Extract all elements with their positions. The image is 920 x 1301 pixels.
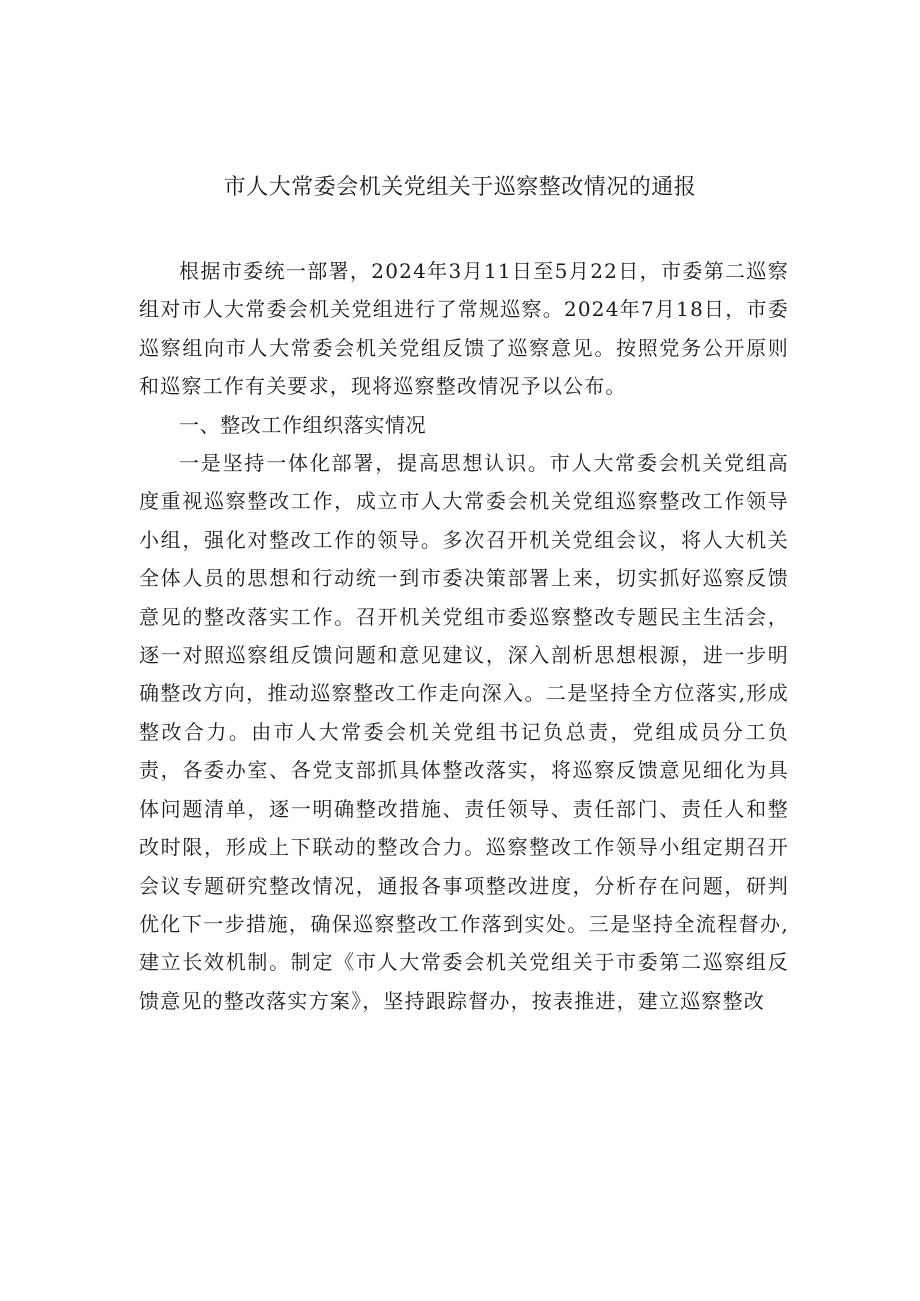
document-title: 市人大常委会机关党组关于巡察整改情况的通报 — [223, 175, 697, 200]
section-paragraph: 一是坚持一体化部署，提高思想认识。市人大常委会机关党组高度重视巡察整改工作，成立市人大常委会机关党组巡察整改工作领导小组，强化对整改工作的领导。多次召开机关党组会议，将人大机关全体人员的思想和行动统一到市委决策部署上来，切实抓好巡察反馈意见的整改落实工作。召开机关党组市委巡察整改专题民主生活会，逐一对照巡察组反馈问题和意见建议，深入剖析思想根源，进一步明确整改方向，推动巡察整改工作走向深入。二是坚持全方位落实,形成整改合力。由市人大常委会机关党组书记负总责，党组成员分工负责，各委办室、各党支部抓具体整改落实，将巡察反馈意见细化为具体问题清单，逐一明确整改措施、责任领导、责任部门、责任人和整改时限，形成上下联动的整改合力。巡察整改工作领导小组定期召开会议专题研究整改情况，通报各事项整改进度，分析存在问题，研判优化下一步措施，确保巡察整改工作落到实处。三是坚持全流程督办,建立长效机制。制定《市人大常委会机关党组关于市委第二巡察组反馈意见的整改落实方案》，坚持跟踪督办，按表推进，建立巡察整改 — [139, 451, 789, 1013]
document-body — [139, 252, 789, 1020]
intro-paragraph: 根据市委统一部署，2024年3月11日至5月22日，市委第二巡察组对市人大常委会机关党组进行了常规巡察。2024年7月18日，市委巡察组向市人大常委会机关党组反馈了巡察意见。按照党务公开原则和巡察工作有关要求，现将巡察整改情况予以公布。 — [139, 259, 789, 399]
section-heading: 一、整改工作组织落实情况 — [179, 412, 427, 437]
